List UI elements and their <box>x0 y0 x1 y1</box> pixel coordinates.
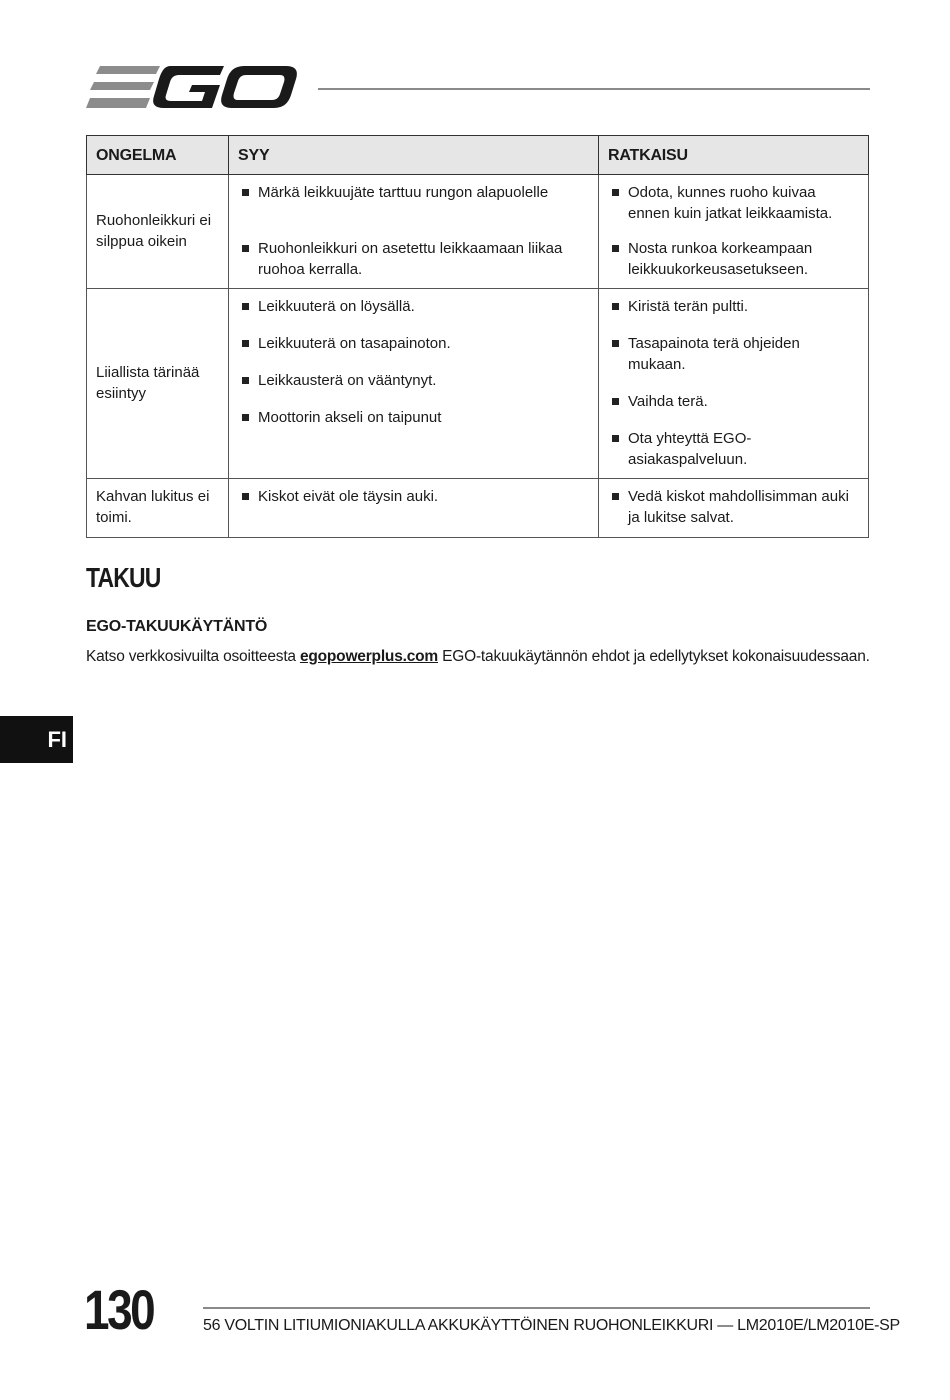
cause-item: Moottorin akseli on taipunut <box>238 407 589 428</box>
solution-item: Vaihda terä. <box>608 391 859 412</box>
cause-item: Kiskot eivät ole täysin auki. <box>238 486 589 507</box>
warranty-policy-text <box>86 646 886 667</box>
column-header-problem: ONGELMA <box>87 136 229 175</box>
cause-item: Leikkuuterä on löysällä. <box>238 296 589 317</box>
problem-cell: Liiallista tärinää esiintyy <box>87 289 229 479</box>
website-link[interactable]: egopowerplus.com <box>299 648 438 665</box>
cause-item: Leikkuuterä on tasapainoton. <box>238 333 589 354</box>
cause-item: Ruohonleikkuri on asetettu leikkaamaan liikaa ruohoa kerralla. <box>238 238 589 280</box>
cause-cell <box>229 175 599 289</box>
table-row <box>87 175 869 289</box>
cause-item: Märkä leikkuujäte tarttuu rungon alapuolelle <box>238 182 589 224</box>
solution-item: Tasapainota terä ohjeiden mukaan. <box>608 333 859 375</box>
cause-cell <box>229 289 599 479</box>
column-header-cause: SYY <box>229 136 599 175</box>
solution-item: Nosta runkoa korkeampaan leikkuukorkeusasetukseen. <box>608 238 859 280</box>
policy-text-before: Katso verkkosivuilta osoitteesta <box>86 648 300 665</box>
cause-cell <box>229 479 599 538</box>
footer-title: 56 VOLTIN LITIUMIONIAKULLA AKKUKÄYTTÖINEN RUOHONLEIKKURI — LM2010E/LM2010E-SP <box>203 1317 900 1334</box>
solution-cell <box>599 289 869 479</box>
ego-logo <box>86 62 298 114</box>
warranty-heading: TAKUU <box>86 562 161 593</box>
table-header-row <box>87 136 869 175</box>
solution-item: Vedä kiskot mahdollisimman auki ja lukitse salvat. <box>608 486 859 528</box>
page-number: 130 <box>84 1278 154 1341</box>
solution-cell <box>599 175 869 289</box>
solution-item: Odota, kunnes ruoho kuivaa ennen kuin jatkat leikkaamista. <box>608 182 859 224</box>
cause-item: Leikkausterä on vääntynyt. <box>238 370 589 391</box>
solution-cell <box>599 479 869 538</box>
policy-text-after: EGO-takuukäytännön ehdot ja edellytykset kokonaisuudessaan. <box>438 648 870 665</box>
footer-rule <box>203 1307 870 1309</box>
language-tab: FI <box>0 716 73 763</box>
problem-cell: Ruohonleikkuri ei silppua oikein <box>87 175 229 289</box>
column-header-solution: RATKAISU <box>599 136 869 175</box>
table-row <box>87 479 869 538</box>
header-rule <box>318 88 870 90</box>
problem-cell: Kahvan lukitus ei toimi. <box>87 479 229 538</box>
solution-item: Kiristä terän pultti. <box>608 296 859 317</box>
troubleshooting-table <box>86 135 869 538</box>
warranty-policy-heading: EGO-TAKUUKÄYTÄNTÖ <box>86 618 268 635</box>
solution-item: Ota yhteyttä EGO-asiakaspalveluun. <box>608 428 859 470</box>
table-row <box>87 289 869 479</box>
